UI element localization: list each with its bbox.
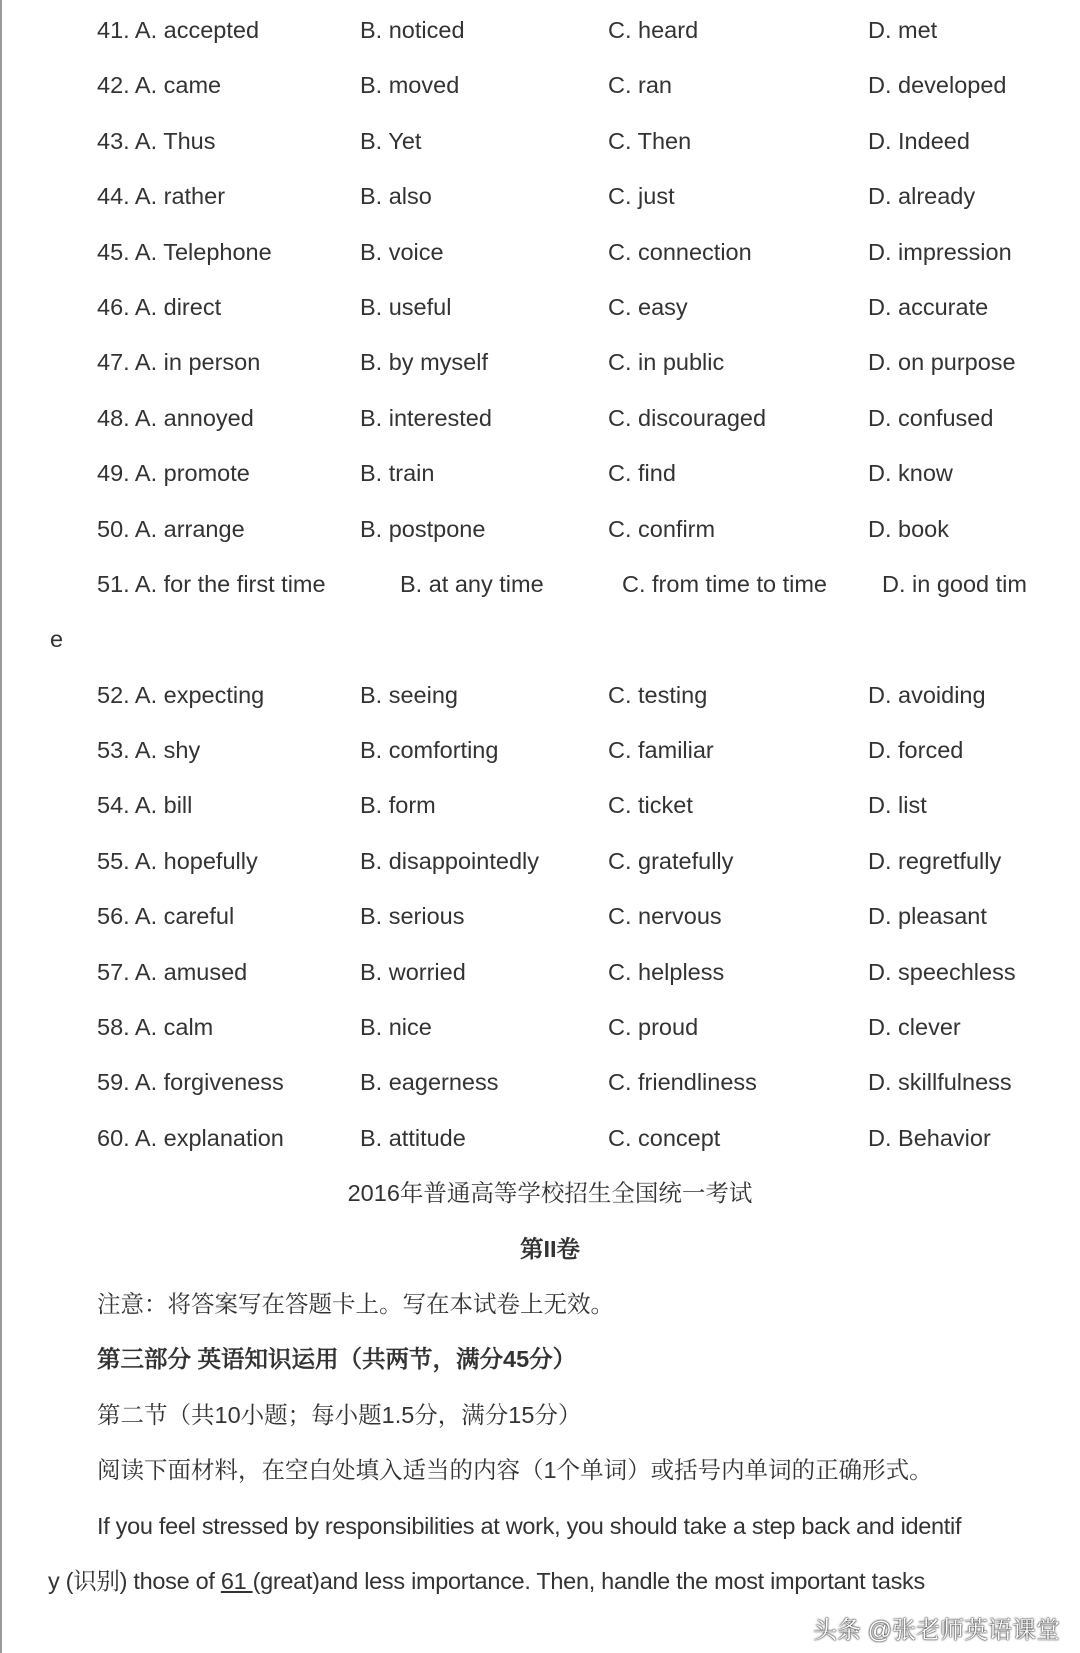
passage-line-2 [0, 1554, 1080, 1609]
passage-line-1: If you feel stressed by responsibilities at work, you should take a step back and identif [97, 1512, 962, 1539]
option-c: C. friendliness [608, 1069, 757, 1096]
option-b: B. voice [360, 238, 444, 265]
option-d: D. book [868, 515, 949, 542]
option-c: C. discouraged [608, 404, 767, 431]
question-row [0, 280, 1080, 335]
passage-text: (great)and less importance. Then, handle the most important tasks [252, 1567, 925, 1594]
question-row [0, 834, 1080, 889]
option-a: 60. A. explanation [97, 1124, 284, 1151]
option-c: C. connection [608, 238, 752, 265]
option-a: 49. A. promote [97, 460, 250, 487]
exam-title: 2016年普通高等学校招生全国统一考试 [347, 1180, 753, 1207]
option-b: B. form [360, 792, 436, 819]
option-c: C. easy [608, 293, 688, 320]
option-d: D. Indeed [868, 127, 970, 154]
option-c: C. ticket [608, 792, 693, 819]
option-b: B. moved [360, 72, 460, 99]
option-c: C. ran [608, 72, 672, 99]
option-c: C. helpless [608, 958, 725, 985]
option-c: C. testing [608, 681, 708, 708]
option-a: 44. A. rather [97, 183, 226, 210]
option-a: 59. A. forgiveness [97, 1069, 284, 1096]
option-d: D. in good tim [882, 570, 1027, 597]
instructions: 阅读下面材料，在空白处填入适当的内容（1个单词）或括号内单词的正确形式。 [97, 1457, 933, 1484]
option-d: D. list [868, 792, 927, 819]
option-c: C. in public [608, 349, 725, 376]
option-a: 45. A. Telephone [97, 238, 272, 265]
option-d: D. clever [868, 1014, 961, 1041]
question-row [0, 58, 1080, 113]
option-c: C. proud [608, 1014, 699, 1041]
option-a: 48. A. annoyed [97, 404, 254, 431]
option-c: C. gratefully [608, 847, 734, 874]
option-b: B. seeing [360, 681, 458, 708]
option-b: B. interested [360, 404, 492, 431]
option-c: C. find [608, 460, 676, 487]
option-b: B. serious [360, 903, 465, 930]
option-d: D. know [868, 460, 953, 487]
option-d: D. speechless [868, 958, 1016, 985]
question-row [0, 668, 1080, 723]
option-a: 51. A. for the first time [97, 570, 326, 597]
option-d: D. met [868, 17, 938, 43]
option-b: B. nice [360, 1014, 432, 1041]
question-row [0, 114, 1080, 169]
option-a: 58. A. calm [97, 1014, 214, 1041]
option-a: 56. A. careful [97, 903, 235, 930]
option-b: B. attitude [360, 1124, 466, 1151]
option-a: 42. A. came [97, 72, 222, 99]
question-row [0, 225, 1080, 280]
option-a: 50. A. arrange [97, 515, 245, 542]
option-a: 57. A. amused [97, 958, 248, 985]
option-d: D. regretfully [868, 847, 1002, 874]
option-d: D. skillfulness [868, 1069, 1012, 1096]
wrap-text: e [50, 626, 64, 653]
part-title: 第三部分 英语知识运用（共两节，满分45分） [97, 1346, 577, 1373]
exam-page [0, 3, 1080, 1609]
option-c: C. just [608, 183, 675, 210]
option-b: B. by myself [360, 349, 488, 376]
question-row [0, 169, 1080, 224]
option-a: 54. A. bill [97, 792, 193, 819]
option-a: 52. A. expecting [97, 681, 265, 708]
option-a: 53. A. shy [97, 737, 201, 764]
question-row [0, 446, 1080, 501]
option-b: B. noticed [360, 17, 465, 43]
option-c: C. heard [608, 17, 699, 43]
section-title: 第二节（共10小题；每小题1.5分，满分15分） [97, 1401, 582, 1428]
option-d: D. already [868, 183, 976, 210]
option-c: C. concept [608, 1124, 721, 1151]
wrapped-fragment [0, 612, 1080, 667]
question-row [0, 945, 1080, 1000]
option-d: D. forced [868, 737, 964, 764]
option-b: B. useful [360, 293, 452, 320]
option-c: C. confirm [608, 515, 716, 542]
question-row [0, 391, 1080, 446]
option-c: C. familiar [608, 737, 714, 764]
option-a: 43. A. Thus [97, 127, 216, 154]
option-a: 41. A. accepted [97, 17, 260, 43]
option-a: 46. A. direct [97, 293, 222, 320]
option-d: D. confused [868, 404, 994, 431]
option-d: D. developed [868, 72, 1007, 99]
option-b: B. at any time [400, 570, 544, 597]
option-b: B. disappointedly [360, 847, 539, 874]
option-b: B. postpone [360, 515, 486, 542]
option-b: B. worried [360, 958, 466, 985]
question-row [0, 557, 1080, 612]
question-row [0, 3, 1080, 58]
question-row [0, 778, 1080, 833]
option-b: B. comforting [360, 737, 499, 764]
option-c: C. nervous [608, 903, 722, 930]
blank-61: 61 [220, 1567, 253, 1594]
watermark: 头条 @张老师英语课堂 [812, 1617, 1060, 1644]
option-b: B. train [360, 460, 435, 487]
option-c: C. Then [608, 127, 692, 154]
option-d: D. avoiding [868, 681, 986, 708]
question-row [0, 723, 1080, 778]
option-d: D. on purpose [868, 349, 1016, 376]
volume-title: 第II卷 [519, 1235, 581, 1262]
option-b: B. Yet [360, 127, 422, 154]
question-row [0, 1055, 1080, 1110]
option-d: D. accurate [868, 293, 989, 320]
option-c: C. from time to time [622, 570, 828, 597]
option-d: D. impression [868, 238, 1012, 265]
question-row [0, 1111, 1080, 1166]
question-row [0, 335, 1080, 390]
option-d: D. pleasant [868, 903, 987, 930]
option-b: B. also [360, 183, 432, 210]
question-row [0, 1000, 1080, 1055]
option-a: 55. A. hopefully [97, 847, 258, 874]
notice: 注意：将答案写在答题卡上。写在本试卷上无效。 [97, 1290, 614, 1317]
option-a: 47. A. in person [97, 349, 261, 376]
option-d: D. Behavior [868, 1124, 991, 1151]
passage-text: y (识别) those of [48, 1567, 221, 1594]
question-row [0, 502, 1080, 557]
question-row [0, 889, 1080, 944]
option-b: B. eagerness [360, 1069, 499, 1096]
